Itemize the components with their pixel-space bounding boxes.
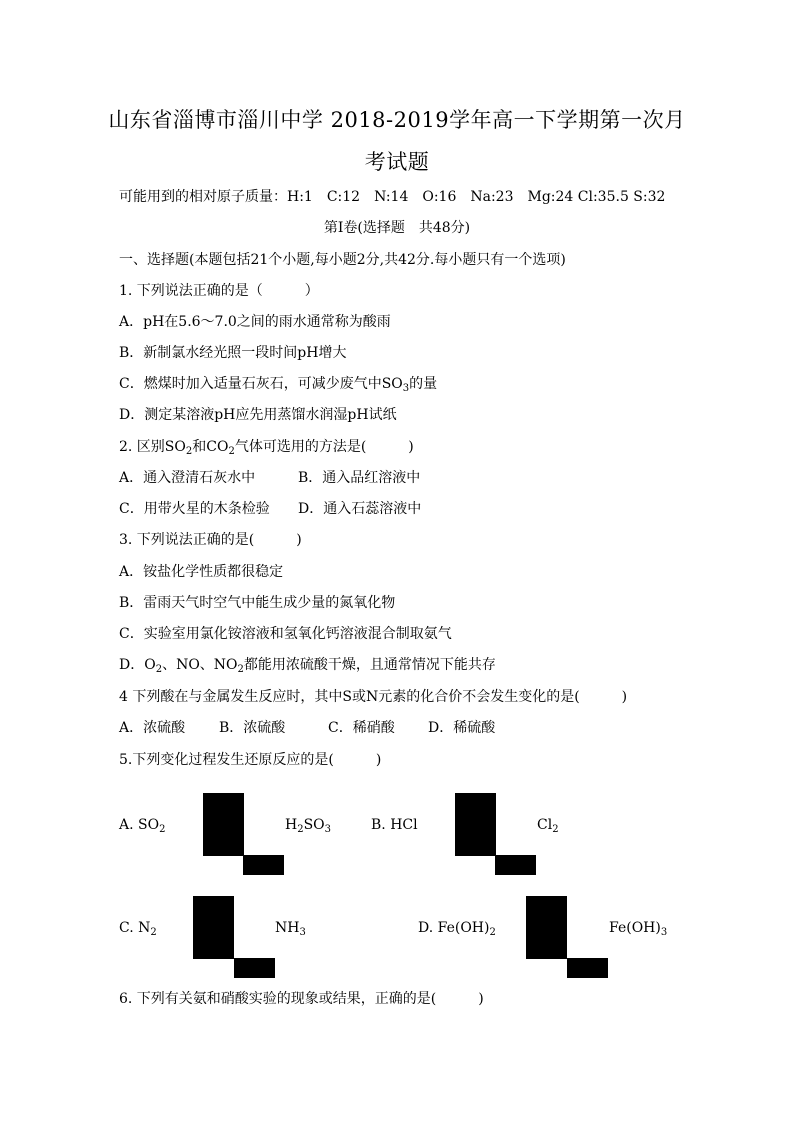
question-2-stem: 2. 区别$SO_2$和$CO_2$气体可选用的方法是( )	[119, 439, 414, 457]
question-1-option-d: D．测定某溶液pH应先用蒸馏水润湿pH试纸	[119, 407, 397, 423]
question-3-option-a: A．铵盐化学性质都很稳定	[119, 564, 284, 580]
question-1-option-b: B．新制氯水经光照一段时间pH增大	[119, 345, 347, 361]
question-5-stem: 5.下列变化过程发生还原反应的是( )	[119, 752, 382, 768]
question-5-option-b-reactant: B. HCl	[371, 817, 418, 833]
question-5-option-d-reactant: D. $Fe(OH)_2$	[418, 920, 496, 938]
question-5-option-b-arrow-image	[455, 793, 496, 856]
question-5-option-c-reactant: C. $N_2$	[119, 920, 157, 938]
question-4-option-b: B．浓硫酸	[219, 720, 286, 736]
volume-header: 第Ⅰ卷(选择题 共48分)	[323, 220, 471, 236]
question-5-option-b-product: $Cl_2$	[537, 817, 559, 835]
question-3-option-c: C．实验室用氯化铵溶液和氢氧化钙溶液混合制取氨气	[119, 626, 452, 642]
question-5-option-a-reactant: A. $SO_2$	[119, 817, 166, 835]
question-3-option-d: D．$O_2$、NO、$NO_2$都能用浓硫酸干燥，且通常情况下能共存	[119, 657, 496, 675]
question-4-stem: 4 下列酸在与金属发生反应时，其中S或N元素的化合价不会发生变化的是( )	[119, 689, 628, 705]
question-4-option-a: A．浓硫酸	[119, 720, 186, 736]
question-1-option-a: A．pH在5.6～7.0之间的雨水通常称为酸雨	[119, 314, 391, 330]
question-3-option-b: B．雷雨天气时空气中能生成少量的氮氧化物	[119, 595, 396, 611]
question-2-option-d: D．通入石蕊溶液中	[298, 501, 422, 517]
question-5-option-a-arrow-image	[203, 793, 244, 856]
question-4-option-c: C．稀硝酸	[328, 720, 395, 736]
question-5-option-c-arrow-image	[193, 896, 234, 959]
question-5-option-c-product: $NH_3$	[275, 920, 306, 938]
question-5-option-c-arrow-image-tail	[234, 958, 275, 978]
question-5-option-a-product: $H_2SO_3$	[285, 817, 332, 835]
question-5-option-d-arrow-image	[526, 896, 567, 959]
question-1-option-c: C．燃煤时加入适量石灰石，可减少废气中$SO_3$的量	[119, 376, 438, 394]
atomic-masses-note: 可能用到的相对原子质量：H:1 C:12 N:14 O:16 Na:23 Mg:24 Cl:35.5 S:32	[119, 189, 666, 205]
document-title-line-1: 山东省淄博市淄川中学 2018-2019学年高一下学期第一次月	[108, 108, 686, 132]
question-5-option-d-product: $Fe(OH)_3$	[609, 920, 668, 938]
question-4-option-d: D．稀硫酸	[428, 720, 496, 736]
question-2-option-b: B．通入品红溶液中	[298, 470, 421, 486]
question-2-option-a: A．通入澄清石灰水中	[119, 470, 256, 486]
question-6-stem: 6. 下列有关氨和硝酸实验的现象或结果，正确的是( )	[119, 991, 484, 1007]
question-2-option-c: C．用带火星的木条检验	[119, 501, 270, 517]
question-5-option-b-arrow-image-tail	[495, 855, 536, 875]
question-1-stem: 1. 下列说法正确的是（ ）	[119, 283, 319, 299]
question-5-option-a-arrow-image-tail	[243, 855, 284, 875]
question-3-stem: 3. 下列说法正确的是( )	[119, 532, 302, 548]
document-title-line-2: 考试题	[364, 150, 430, 174]
section-header: 一、选择题(本题包括21个小题,每小题2分,共42分.每小题只有一个选项)	[119, 252, 566, 268]
question-5-option-d-arrow-image-tail	[567, 958, 608, 978]
